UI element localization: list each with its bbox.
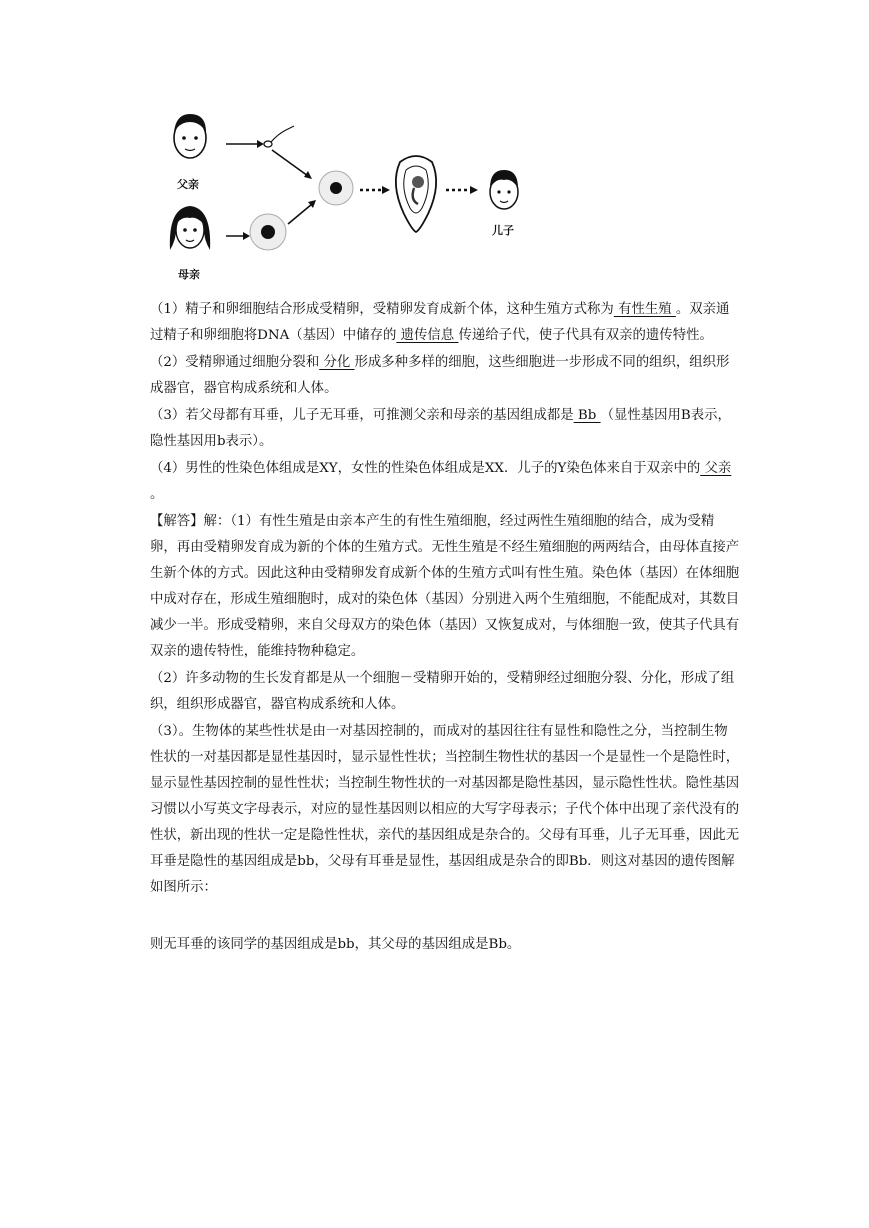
fertilized-egg-icon: [319, 171, 353, 205]
omitted-figure-space: [150, 902, 740, 932]
dotted-arrow-icon: [360, 186, 390, 194]
question-3: [150, 403, 740, 455]
q2-answer: 分化: [319, 355, 355, 370]
q2-text-b: 形成多种多样的细胞，这些细胞进一步形成不同的组织，组织形成器官，器官构成系统和人体。: [150, 355, 730, 396]
q1-text-b: 。双亲通过精子和卵细胞将DNA（基因）中储存的: [150, 302, 730, 343]
reproduction-diagram: [160, 100, 580, 290]
q3-answer: Bb: [573, 408, 601, 423]
arrow-icon: [288, 200, 316, 224]
answer-paragraph-1: 【解答】解：（1）有性生殖是由亲本产生的有性生殖细胞，经过两性生殖细胞的结合，成为受精卵，再由受精卵发育成为新的个体的生殖方式。无性生殖是不经生殖细胞的两两结合，由母体直接产生新个体的方式。因此这种由受精卵发育成新个体的生殖方式叫有性生殖。染色体（基因）在体细胞中成对存在，形成生殖细胞时，成对的染色体（基因）分别进入两个生殖细胞，不能配成对，其数目减少一半。形成受精卵，来自父母双方的染色体（基因）又恢复成对，与体细胞一致，使其子代具有双亲的遗传特性，能维持物种稳定。: [150, 514, 740, 659]
mother-label: 母亲: [178, 268, 200, 281]
q1-text-c: 传递给子代，使子代具有双亲的遗传特性。: [458, 328, 713, 343]
arrow-icon: [272, 150, 312, 179]
q1-answer-2: 遗传信息: [396, 328, 459, 343]
father-label: 父亲: [177, 178, 199, 191]
son-face-icon: [490, 170, 518, 209]
q3-text-a: （3）若父母都有耳垂，儿子无耳垂，可推测父亲和母亲的基因组成都是: [150, 408, 574, 423]
reproduction-diagram-svg: [160, 100, 580, 290]
q3-text-b: （显性基因用B表示，隐性基因用b表示）。: [150, 408, 731, 449]
question-1: [150, 297, 740, 349]
father-face-icon: [174, 114, 206, 158]
q4-answer: 父亲: [700, 461, 732, 476]
q1-answer-1: 有性生殖: [613, 302, 676, 317]
uterus-embryo-icon: [396, 156, 436, 232]
sperm-icon: [264, 126, 294, 147]
answer-paragraph-4: 则无耳垂的该同学的基因组成是bb，其父母的基因组成是Bb。: [150, 937, 521, 952]
arrow-icon: [226, 140, 264, 148]
question-2: [150, 350, 740, 402]
q1-text-a: （1）精子和卵细胞结合形成受精卵，受精卵发育成新个体，这种生殖方式称为: [150, 302, 614, 317]
son-label: 儿子: [492, 224, 514, 237]
question-4: [150, 456, 740, 508]
q4-text-b: 。: [150, 487, 164, 502]
question-block: [150, 297, 740, 959]
q4-text-a: （4）男性的性染色体组成是XY，女性的性染色体组成是XX．儿子的Y染色体来自于双亲中的: [150, 461, 701, 476]
answer-paragraph-2: （2）许多动物的生长发育都是从一个细胞－受精卵开始的，受精卵经过细胞分裂、分化，形成了组织，组织形成器官，器官构成系统和人体。: [150, 671, 735, 712]
arrow-icon: [226, 232, 250, 240]
mother-face-icon: [170, 206, 210, 250]
dotted-arrow-icon: [446, 186, 478, 194]
q2-text-a: （2）受精卵通过细胞分裂和: [150, 355, 320, 370]
egg-cell-icon: [250, 214, 286, 250]
answer-paragraph-3: （3）。生物体的某些性状是由一对基因控制的，而成对的基因往往有显性和隐性之分，当控制生物性状的一对基因都是显性基因时，显示显性性状；当控制生物性状的基因一个是显性一个是隐性时，显示显性基因控制的显性性状；当控制生物性状的一对基因都是隐性基因，显示隐性性状。隐性基因习惯以小写英文字母表示，对应的显性基因则以相应的大写字母表示；子代个体中出现了亲代没有的性状，新出现的性状一定是隐性性状，亲代的基因组成是杂合的。父母有耳垂，儿子无耳垂，因此无耳垂是隐性的基因组成是bb，父母有耳垂是显性，基因组成是杂合的即Bb．则这对基因的遗传图解如图所示：: [150, 724, 740, 895]
